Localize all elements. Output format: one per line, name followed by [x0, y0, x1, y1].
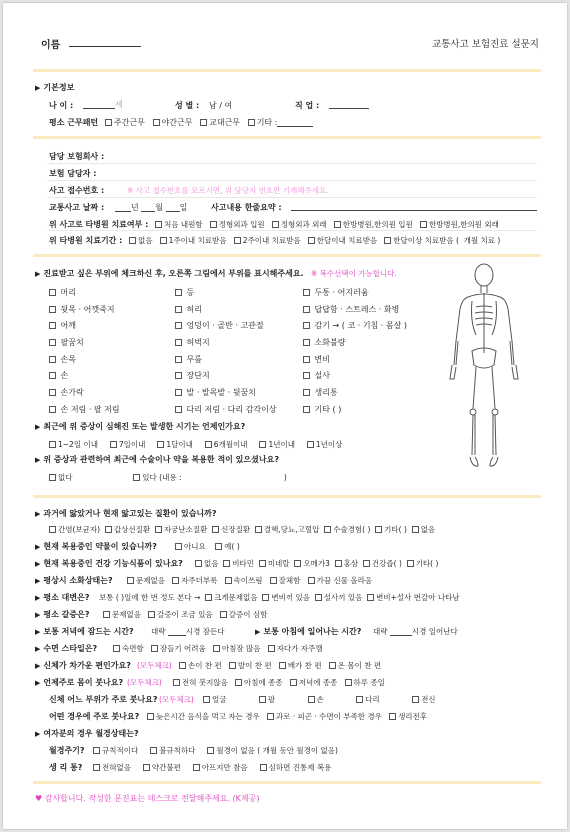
symptom-question: ▶ 진료받고 싶은 부위에 체크하신 후, 오른쪽 그림에서 부위를 표시해주세요.	[35, 268, 304, 279]
sleep-style-options[interactable]: 숙면함 잠들기 어려움 아침잠 많음 자다가 자주깸	[113, 643, 323, 654]
insurance-manager-label: 보험 담당자 :	[49, 169, 97, 178]
age-field[interactable]: 세	[83, 99, 123, 110]
claim-number-label: 사고 접수번호 :	[49, 186, 105, 195]
swelling-question: ▶ 언제주로 몸이 붓나요?	[35, 677, 123, 688]
symptom-option[interactable]	[303, 287, 407, 304]
gender-options[interactable]: 남 / 여	[209, 101, 233, 110]
cold-body-multi-note: (모두체크)	[137, 661, 172, 670]
accident-date-field[interactable]: 년 월 일	[115, 202, 187, 213]
work-pattern-options[interactable]: 주간근무 야간근무 교대근무 기타 :	[105, 117, 313, 128]
treatment-period-options[interactable]: 없음 1주이내 치료받음 2주이내 치료받음 한달이내 치료받음 한달이상 치료받음 ( 개월 치료 )	[129, 235, 500, 246]
supplement-question: ▶ 현재 복용중인 건강 기능식품이 있나요?	[35, 558, 183, 569]
symptom-label: 발 · 발목발 · 뒷꿈치	[186, 388, 256, 398]
multi-select-note: ※ 복수선택이 가능합니다.	[311, 269, 397, 278]
symptom-option[interactable]	[49, 354, 120, 371]
work-pattern-label: 평소 근무패턴	[49, 118, 99, 127]
job-label: 직 업 :	[295, 101, 320, 110]
symptom-column-2	[175, 287, 277, 421]
swelling-options[interactable]: 전혀 붓지않음 아침에 종종 저녁에 종종 하루 종일	[173, 677, 385, 688]
gender-label: 성 별 :	[175, 101, 200, 110]
symptom-label: 손목	[60, 354, 77, 364]
symptom-label: 엉덩이 · 골반 · 고관절	[186, 321, 264, 331]
symptom-label: 다리 저림 · 다리 감각이상	[186, 404, 277, 414]
other-hospital-options[interactable]: 처음 내원함 정형외과 입원 정형외과 외래 한방병원,한의원 입원 한방병원,한의원 외래	[155, 219, 499, 230]
symptom-option[interactable]	[303, 304, 407, 321]
checkbox[interactable]	[175, 406, 182, 413]
symptom-label: 머리	[60, 288, 77, 297]
cold-body-options[interactable]: 손이 찬 편 발이 찬 편 배가 찬 편 온 몸이 찬 편	[179, 660, 381, 671]
menstruation-question: ▶ 여자분의 경우 월경상태는?	[35, 728, 139, 739]
symptom-label: 손가락	[60, 388, 84, 398]
symptom-option[interactable]	[49, 404, 120, 421]
swelling-when-question: 어떤 경우에 주로 붓나요?	[49, 712, 140, 721]
symptom-label: 변비	[314, 354, 331, 364]
checkbox[interactable]	[175, 389, 182, 396]
symptom-option[interactable]	[175, 287, 277, 304]
symptom-option[interactable]	[49, 304, 120, 321]
swelling-part-question: 신체 어느 부위가 주로 붓나요?	[49, 695, 158, 704]
checkbox[interactable]	[303, 356, 310, 363]
questionnaire-sheet	[3, 3, 567, 829]
symptom-option[interactable]	[175, 370, 277, 387]
symptom-label: 두통 · 어지러움	[314, 288, 369, 297]
sleep-style-question: ▶ 수면 스타일은?	[35, 643, 97, 654]
swelling-part-options[interactable]: 얼굴 팔 손 다리 전신	[203, 694, 436, 705]
symptom-label: 허벅지	[186, 338, 210, 348]
row-divider	[47, 230, 537, 231]
divider-band	[33, 781, 541, 784]
symptom-option[interactable]	[303, 354, 407, 371]
bedtime-field[interactable]: 대략 시경 잠든다	[151, 627, 225, 636]
period-pain-label: 생 리 통?	[49, 763, 83, 772]
checkbox[interactable]	[49, 372, 56, 379]
checkbox[interactable]	[175, 356, 182, 363]
symptom-option[interactable]	[175, 304, 277, 321]
footer-thanks: ♥ 감사합니다. 작성한 문진표는 데스크로 전달해주세요. (K제공)	[35, 794, 260, 803]
insurance-company-label: 담당 보험회사 :	[49, 152, 105, 161]
symptom-label: 감기 → ( 코 · 기침 · 몸살 )	[314, 321, 408, 331]
recent-question: ▶ 최근에 위 증상이 심해진 또는 발생한 시기는 언제인가요?	[35, 421, 245, 432]
thirst-options[interactable]: 문제없음 갈증이 조금 있음 갈증이 심함	[103, 609, 267, 620]
symptom-option[interactable]	[175, 387, 277, 404]
symptom-option[interactable]	[49, 320, 120, 337]
symptom-option[interactable]	[175, 337, 277, 354]
checkbox[interactable]	[303, 339, 310, 346]
treatment-period-label: 위 타병원 치료기간 :	[49, 236, 123, 245]
symptom-label: 무릎	[186, 354, 203, 364]
surgery-options[interactable]: 없다 있다 (내용 : )	[49, 472, 287, 483]
symptom-option[interactable]	[49, 337, 120, 354]
row-divider	[47, 180, 537, 181]
checkbox[interactable]	[303, 389, 310, 396]
swelling-multi-note: (모두체크)	[127, 678, 162, 687]
divider-band	[33, 136, 541, 139]
checkbox[interactable]	[175, 339, 182, 346]
accident-date-label: 교통사고 날짜 :	[49, 203, 105, 212]
cycle-options[interactable]: 규칙적이다 불규칙하다 월경이 없음 ( 개월 동안 월경이 없음)	[93, 745, 338, 756]
medication-question: ▶ 현재 복용중인 약물이 있습니까?	[35, 541, 157, 552]
checkbox[interactable]	[175, 289, 182, 296]
symptom-label: 기타 ( )	[314, 404, 342, 414]
symptom-label: 설사	[314, 371, 331, 381]
accident-summary-field[interactable]	[291, 210, 537, 211]
symptom-column-1	[49, 287, 120, 421]
symptom-label: 장단지	[186, 371, 210, 381]
surgery-question: ▶ 위 증상과 관련하여 최근에 수술이나 약을 복용한 적이 있으셨나요?	[35, 454, 279, 465]
checkbox[interactable]	[303, 372, 310, 379]
symptom-option[interactable]	[303, 404, 407, 421]
symptom-option[interactable]	[175, 354, 277, 371]
symptom-option[interactable]	[49, 387, 120, 404]
checkbox[interactable]	[49, 356, 56, 363]
checkbox[interactable]	[49, 322, 56, 329]
checkbox[interactable]	[49, 289, 56, 296]
other-hospital-label: 위 사고로 타병원 치료여부 :	[49, 220, 149, 229]
skeleton-back-figure[interactable]	[446, 261, 522, 476]
checkbox[interactable]	[303, 322, 310, 329]
section-basic-title: ▶ 기본정보	[35, 82, 74, 93]
job-field[interactable]	[329, 108, 369, 109]
thirst-question: ▶ 평소 갈증은?	[35, 609, 89, 620]
cycle-label: 월경주기?	[49, 746, 85, 755]
symptom-option[interactable]	[175, 404, 277, 421]
symptom-option[interactable]	[303, 337, 407, 354]
period-pain-options[interactable]: 전혀없음 약간불편 아프지만 참음 심하면 진통제 복용	[93, 762, 331, 773]
symptom-option[interactable]	[303, 370, 407, 387]
symptom-column-3	[303, 287, 407, 421]
name-field[interactable]	[69, 46, 141, 47]
row-divider	[47, 163, 537, 164]
waketime-question: ▶ 보통 아침에 일어나는 시간?	[255, 626, 361, 637]
divider-band	[33, 254, 541, 257]
checkbox[interactable]	[49, 339, 56, 346]
checkbox[interactable]	[175, 306, 182, 313]
bedtime-question: ▶ 보통 저녁에 잠드는 시간?	[35, 626, 134, 637]
symptom-label: 손 저림 · 팔 저림	[60, 404, 120, 414]
medication-options[interactable]: 아니요 예( )	[175, 541, 240, 552]
symptom-option[interactable]	[49, 287, 120, 304]
symptom-label: 손	[60, 371, 69, 381]
swelling-when-options[interactable]: 늦은시간 음식을 먹고 자는 경우 과로 · 피곤 · 수면이 부족한 경우 생리전후	[147, 711, 427, 722]
age-label: 나 이 :	[49, 101, 74, 110]
divider-band	[33, 495, 541, 498]
waketime-field[interactable]: 대략 시경 일어난다	[373, 627, 458, 636]
disease-options[interactable]: 간염(보균자) 갑상선질환 자궁난소질환 신장질환 결핵,당뇨,고혈압 수술경험( ) 기타( ) 없음	[49, 524, 435, 535]
symptom-label: 팔꿈치	[60, 338, 84, 348]
symptom-label: 소화불량	[314, 338, 346, 348]
claim-number-hint: ※ 사고 접수번호를 모르시면, 위 담당자 번호만 기재해주세요.	[127, 186, 329, 195]
symptom-label: 답답함 · 스트레스 · 화병	[314, 304, 400, 314]
divider-band	[33, 69, 541, 72]
checkbox[interactable]	[303, 289, 310, 296]
checkbox[interactable]	[303, 306, 310, 313]
checkbox[interactable]	[49, 389, 56, 396]
accident-summary-label: 사고내용 한줄요약 :	[211, 203, 282, 212]
disease-question: ▶ 과거에 앓았거나 현재 앓고있는 질환이 있습니까?	[35, 508, 217, 519]
row-divider	[47, 197, 537, 198]
checkbox[interactable]	[175, 322, 182, 329]
recent-options[interactable]: 1~2일 이내 7일이내 1달이내 6개월이내 1년이내 1년이상	[49, 439, 342, 450]
symptom-label: 어깨	[60, 321, 77, 331]
bowel-question: ▶ 평소 대변은?	[35, 592, 89, 603]
checkbox[interactable]	[175, 372, 182, 379]
symptom-label: 허리	[186, 304, 203, 314]
symptom-label: 뒷목 · 어깻죽지	[60, 304, 115, 314]
symptom-option[interactable]	[303, 320, 407, 337]
symptom-option[interactable]	[49, 370, 120, 387]
digestion-options[interactable]: 문제없음 자주더부룩 속이쓰림 잘체함 가끔 신물 올라옴	[127, 575, 372, 586]
cold-body-question: ▶ 신체가 차가운 편인가요?	[35, 660, 131, 671]
symptom-option[interactable]	[303, 387, 407, 404]
form-title: 교통사고 보험진료 설문지	[432, 39, 539, 50]
checkbox[interactable]	[303, 406, 310, 413]
bowel-options[interactable]: 보통 ( )일에 한 번 정도 본다 → 크게문제없음 변비끼 있음 설사끼 있음 변비+설사 번갈아 나타남	[99, 593, 460, 602]
digestion-question: ▶ 평상시 소화상태는?	[35, 575, 113, 586]
symptom-option[interactable]	[175, 320, 277, 337]
checkbox[interactable]	[49, 306, 56, 313]
swelling-part-multi-note: (모두체크)	[159, 695, 194, 704]
symptom-label: 생리통	[314, 388, 338, 398]
checkbox[interactable]	[49, 406, 56, 413]
symptom-label: 등	[186, 288, 195, 297]
name-label: 이름	[41, 40, 61, 51]
heart-icon: ♥	[35, 794, 43, 803]
supplement-options[interactable]: 없음 비타민 미네랄 오메가3 홍삼 건강즙( ) 기타( )	[195, 558, 438, 569]
